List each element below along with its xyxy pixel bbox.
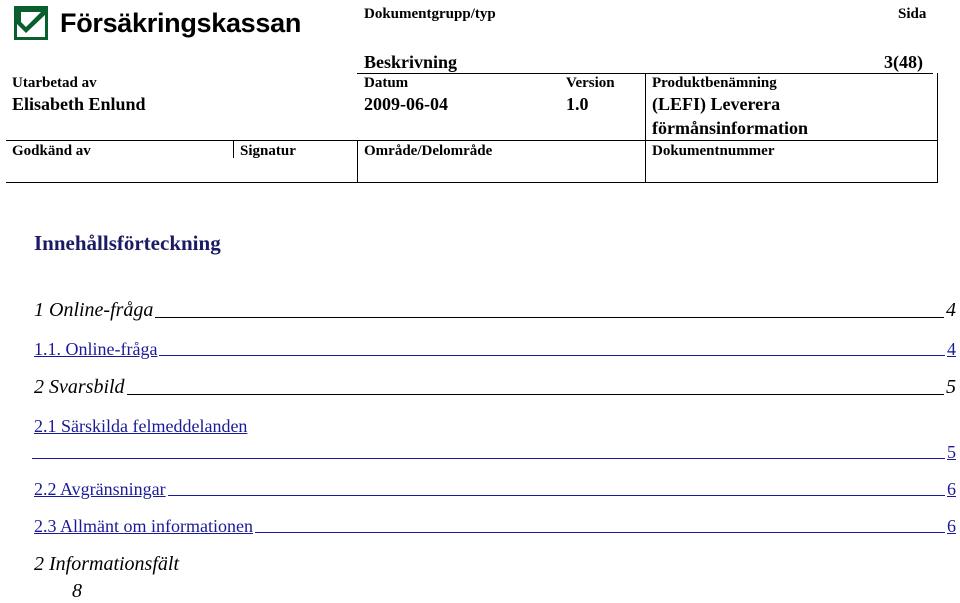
toc-entry-title: 1.1. Online-fråga <box>34 339 158 359</box>
signature-divider <box>233 140 234 158</box>
toc-entry[interactable] <box>32 442 956 463</box>
org-name: Försäkringskassan <box>60 8 302 38</box>
product-value-line2: förmånsinformation <box>652 118 808 138</box>
toc-entry-title[interactable]: 2 Informationsfält <box>34 553 180 575</box>
toc-entry-page: 5 <box>946 376 956 398</box>
toc-entry-title: 2 Svarsbild <box>34 376 125 398</box>
header-right-border <box>937 73 938 183</box>
toc-leader <box>32 457 945 459</box>
toc-leader <box>155 316 944 318</box>
toc-entry[interactable] <box>34 516 956 537</box>
header-rule-bottom <box>6 182 938 183</box>
toc-leader <box>168 494 945 496</box>
signature-label: Signatur <box>240 143 296 159</box>
header-rule-mid <box>6 140 938 141</box>
toc-entry-title: 1 Online-fråga <box>34 299 154 321</box>
date-label: Datum <box>364 75 409 91</box>
toc-entry-page: 6 <box>947 516 956 536</box>
toc-leader <box>159 354 945 356</box>
toc-entry[interactable] <box>34 299 956 322</box>
doc-group-value: Beskrivning <box>364 52 458 72</box>
date-value: 2009-06-04 <box>364 94 448 114</box>
toc-entry-title: 2.3 Allmänt om informationen <box>34 516 253 536</box>
forsakringskassan-logo-icon <box>14 6 48 40</box>
page-value: 3(48) <box>884 52 923 72</box>
product-value-line1: (LEFI) Leverera <box>652 94 781 114</box>
toc-entry-page: 4 <box>947 339 956 359</box>
toc-heading: Innehållsförteckning <box>34 231 221 255</box>
prepared-by-value: Elisabeth Enlund <box>12 94 146 114</box>
product-label: Produktbenämning <box>652 75 777 91</box>
toc-entry[interactable] <box>34 376 956 399</box>
toc-leader <box>255 531 945 533</box>
version-label: Version <box>566 75 615 91</box>
toc-entry-page: 8 <box>72 580 82 602</box>
prepared-by-label: Utarbetad av <box>12 75 97 91</box>
toc-entry[interactable] <box>34 339 956 360</box>
toc-entry-page: 5 <box>947 442 956 462</box>
toc-entry-title: 2.2 Avgränsningar <box>34 479 166 499</box>
approved-by-label: Godkänd av <box>12 143 91 159</box>
toc-entry-page: 4 <box>946 299 956 321</box>
page-label: Sida <box>898 6 927 22</box>
doc-number-label: Dokumentnummer <box>652 143 775 159</box>
product-divider <box>645 73 646 183</box>
toc-entry-page: 6 <box>947 479 956 499</box>
toc-entry[interactable] <box>34 479 956 500</box>
toc-entry-title[interactable]: 2.1 Särskilda felmeddelanden <box>34 416 248 436</box>
area-label: Område/Delområde <box>364 143 493 159</box>
doc-group-label: Dokumentgrupp/typ <box>364 6 496 22</box>
version-value: 1.0 <box>566 94 589 114</box>
toc-leader <box>127 393 944 395</box>
area-divider <box>357 140 358 183</box>
